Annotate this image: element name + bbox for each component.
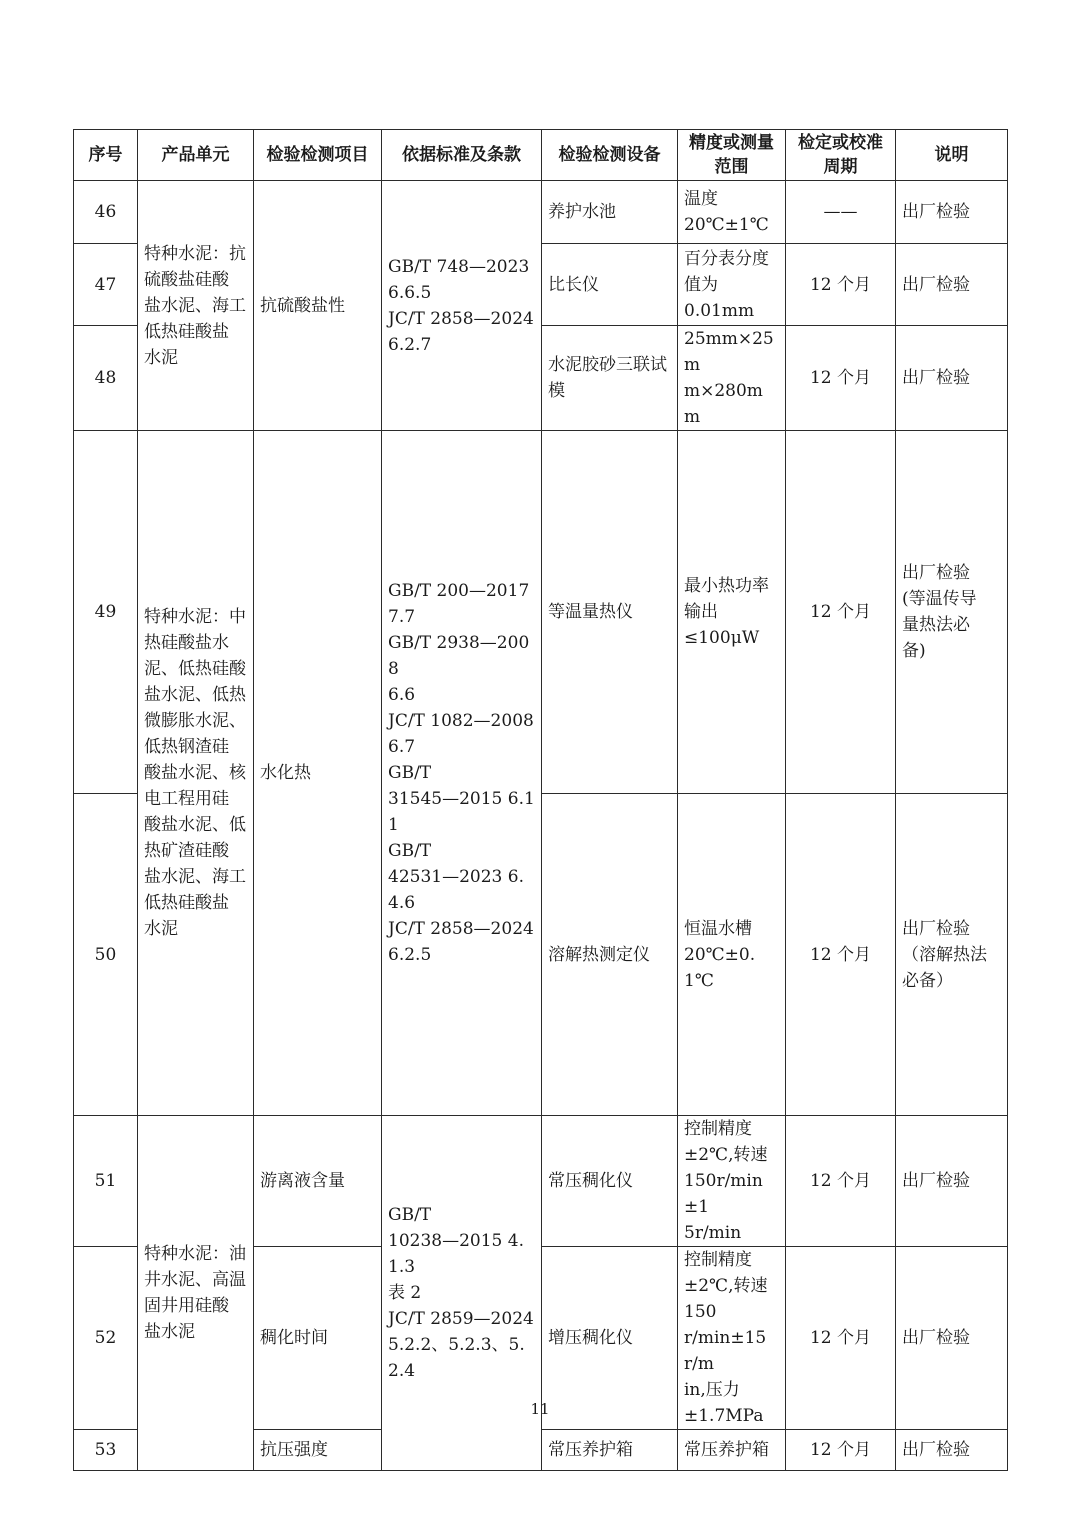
table-row (74, 181, 1008, 244)
period-cell: 12 个月 (786, 326, 896, 431)
equipment-cell: 常压稠化仪 (542, 1116, 678, 1247)
period-cell: 12 个月 (786, 794, 896, 1116)
header-precision: 精度或测量 范围 (678, 130, 786, 181)
header-row (74, 130, 1008, 181)
header-no: 序号 (74, 130, 138, 181)
period-cell: 12 个月 (786, 1430, 896, 1471)
equipment-cell: 比长仪 (542, 244, 678, 326)
precision-cell: 恒温水槽 20℃±0.1℃ (678, 794, 786, 1116)
equipment-cell: 增压稠化仪 (542, 1247, 678, 1430)
standard-cell: GB/T 10238—2015 4.1.3 表 2 JC/T 2859—2024 5.2.2、5.2.3、5.2.4 (382, 1116, 542, 1471)
precision-cell: 温度 20℃±1℃ (678, 181, 786, 244)
header-product-unit: 产品单元 (138, 130, 254, 181)
row-no: 52 (74, 1247, 138, 1430)
test-item-cell: 抗硫酸盐性 (254, 181, 382, 431)
test-item-cell: 抗压强度 (254, 1430, 382, 1471)
precision-cell: 控制精度 ±2℃,转速 150 r/min±15r/m in,压力 ±1.7MPa (678, 1247, 786, 1430)
product-unit-cell: 特种水泥：抗 硫酸盐硅酸 盐水泥、海工 低热硅酸盐 水泥 (138, 181, 254, 431)
product-unit-cell: 特种水泥：油 井水泥、高温 固井用硅酸 盐水泥 (138, 1116, 254, 1471)
table-row (74, 1116, 1008, 1247)
header-test-item: 检验检测项目 (254, 130, 382, 181)
product-unit-cell: 特种水泥：中 热硅酸盐水 泥、低热硅酸 盐水泥、低热 微膨胀水泥、 低热钢渣硅 酸盐水泥、核 电工程用硅 酸盐水泥、低 热矿渣硅酸 盐水泥、海工 低热硅酸盐 水泥 (138, 431, 254, 1116)
header-note: 说明 (896, 130, 1008, 181)
period-cell: —— (786, 181, 896, 244)
precision-cell: 最小热功率 输出 ≤100μW (678, 431, 786, 794)
standard-cell: GB/T 200—2017 7.7 GB/T 2938—2008 6.6 JC/T 1082—2008 6.7 GB/T 31545—2015 6.11 GB/T 42531—2023 6.4.6 JC/T 2858—2024 6.2.5 (382, 431, 542, 1116)
page-number: 11 (530, 1400, 550, 1418)
note-cell: 出厂检验 (896, 326, 1008, 431)
equipment-cell: 水泥胶砂三联试模 (542, 326, 678, 431)
test-item-cell: 稠化时间 (254, 1247, 382, 1430)
row-no: 50 (74, 794, 138, 1116)
equipment-cell: 溶解热测定仪 (542, 794, 678, 1116)
period-cell: 12 个月 (786, 1116, 896, 1247)
note-cell: 出厂检验 (896, 1116, 1008, 1247)
test-item-cell: 游离液含量 (254, 1116, 382, 1247)
precision-cell: 常压养护箱 (678, 1430, 786, 1471)
equipment-cell: 养护水池 (542, 181, 678, 244)
period-cell: 12 个月 (786, 244, 896, 326)
note-cell: 出厂检验 (896, 181, 1008, 244)
inspection-equipment-table (73, 129, 1008, 1471)
note-cell: 出厂检验 (896, 1430, 1008, 1471)
note-cell: 出厂检验 (等温传导 量热法必 备) (896, 431, 1008, 794)
header-calibration-period: 检定或校准 周期 (786, 130, 896, 181)
precision-cell: 百分表分度 值为 0.01mm (678, 244, 786, 326)
period-cell: 12 个月 (786, 1247, 896, 1430)
note-cell: 出厂检验 (896, 244, 1008, 326)
equipment-cell: 常压养护箱 (542, 1430, 678, 1471)
row-no: 53 (74, 1430, 138, 1471)
note-cell: 出厂检验 (896, 1247, 1008, 1430)
row-no: 46 (74, 181, 138, 244)
row-no: 47 (74, 244, 138, 326)
row-no: 51 (74, 1116, 138, 1247)
precision-cell: 控制精度 ±2℃,转速 150r/min±1 5r/min (678, 1116, 786, 1247)
row-no: 48 (74, 326, 138, 431)
period-cell: 12 个月 (786, 431, 896, 794)
header-equipment: 检验检测设备 (542, 130, 678, 181)
table-row (74, 431, 1008, 794)
note-cell: 出厂检验 （溶解热法 必备） (896, 794, 1008, 1116)
header-standard: 依据标准及条款 (382, 130, 542, 181)
row-no: 49 (74, 431, 138, 794)
test-item-cell: 水化热 (254, 431, 382, 1116)
standard-cell: GB/T 748—2023 6.6.5 JC/T 2858—2024 6.2.7 (382, 181, 542, 431)
precision-cell: 25mm×25m m×280mm (678, 326, 786, 431)
equipment-cell: 等温量热仪 (542, 431, 678, 794)
